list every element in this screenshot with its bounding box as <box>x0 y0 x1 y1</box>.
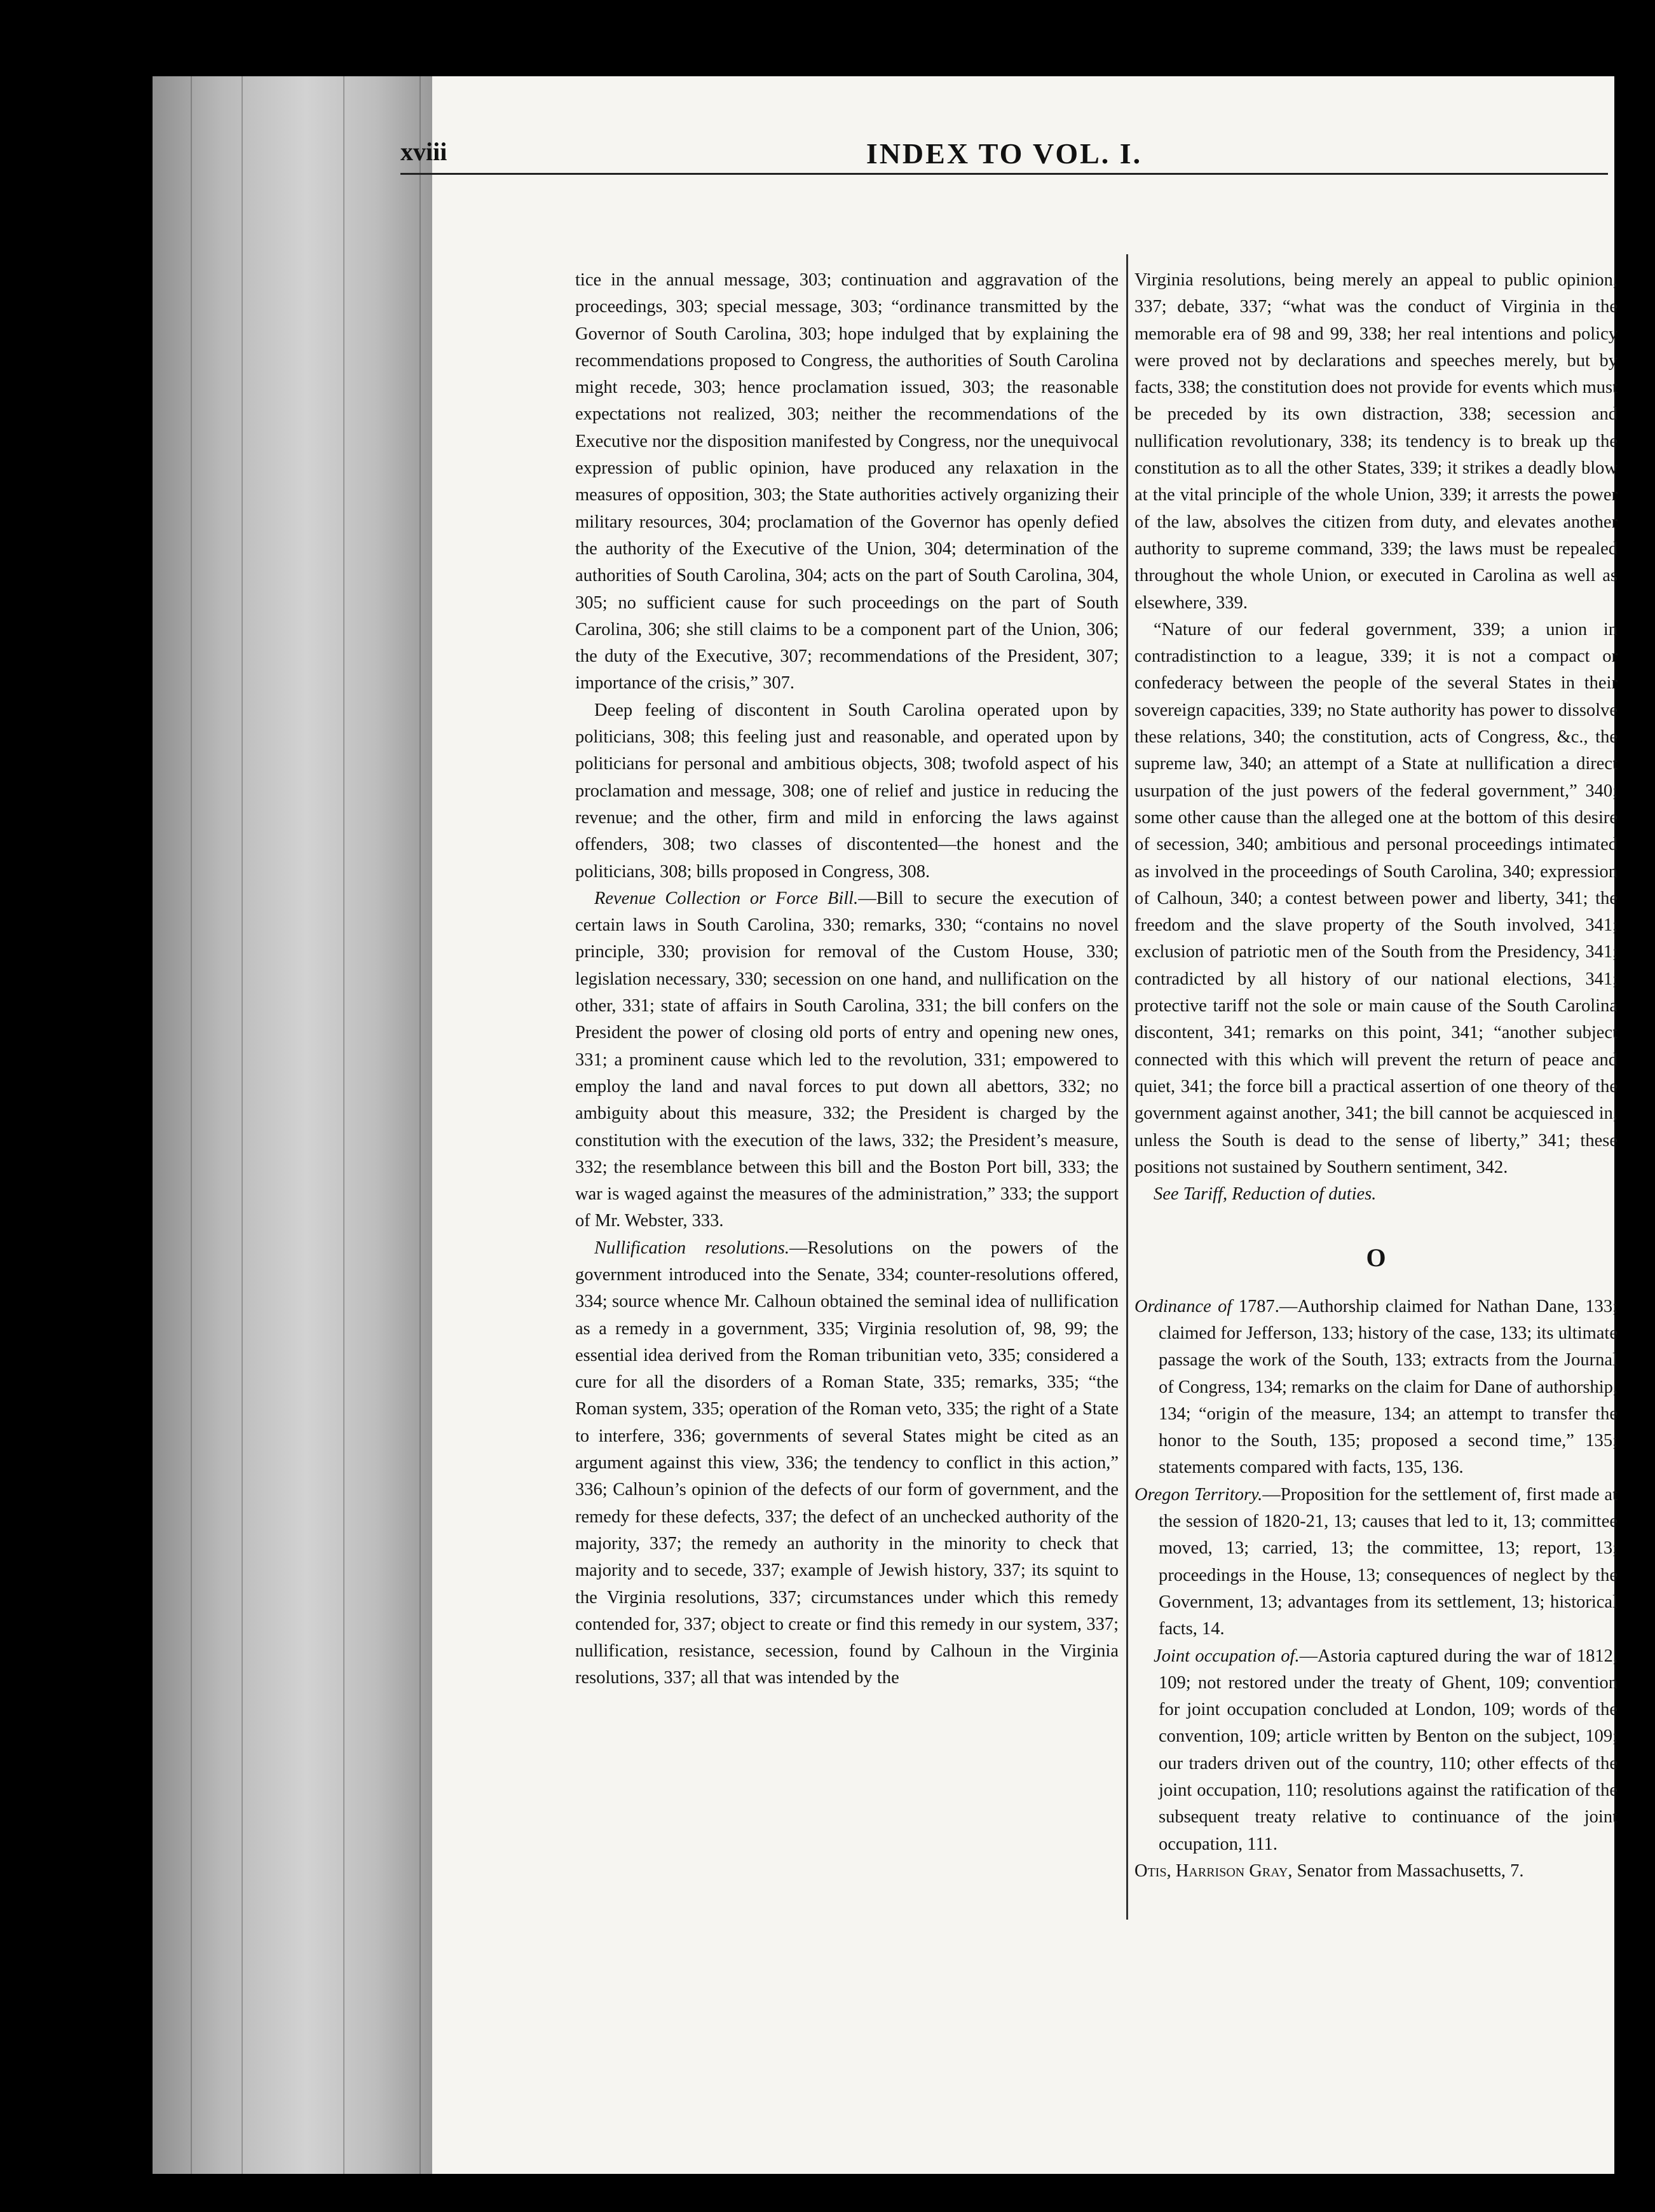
entry-text: —Astoria captured during the war of 1812, 109; not restored under the treaty of Ghent, 109; convention for joint occupation concluded at London, 109; words of the convention, 109; article written by Benton on the subject, 109; our traders driven out of the country, 110; other effects of the joint occupation, 110; resolutions against the ratification of the subsequent treaty relative to continuance of the joint occupation, 111. <box>1159 1646 1618 1854</box>
book-page-edges <box>153 76 432 2174</box>
entry-heading: Otis, Harrison Gray <box>1134 1860 1288 1881</box>
entry-text: 1787.—Authorship claimed for Nathan Dane, 133; claimed for Jefferson, 133; history of the case, 133; its ultimate passage the work of the South, 133; extracts from the Journal of Congress, 134; remarks on the claim for Dane of authorship, 134; “origin of the measure, 134; an attempt to transfer the honor to the South, 135; proposed a second time,” 135; statements compared with facts, 135, 136. <box>1159 1296 1618 1478</box>
index-subentry <box>1134 1643 1618 1858</box>
running-title: INDEX TO VOL. I. <box>866 137 1143 170</box>
entry-text: —Proposition for the settlement of, first made at the session of 1820-21, 13; causes that led to it, 13; committee moved, 13; carried, 13; the committee, 13; report, 13; proceedings in the House, 13; consequences of neglect by the Government, 13; advantages from its settlement, 13; historical facts, 14. <box>1159 1484 1618 1639</box>
entry-text: —Bill to secure the execution of certain laws in South Carolina, 330; remarks, 330; “contains no novel principle, 330; provision for removal of the Custom House, 330; legislation necessary, 330; secession on one hand, and nullification on the other, 331; state of affairs in South Carolina, 331; the bill confers on the President the power of closing old ports of entry and opening new ones, 331; a prominent cause which led to the revolution, 331; empowered to employ the land and naval forces to put down all abettors, 332; no ambiguity about this measure, 332; the President is charged by the constitution with the execution of the laws, 332; the President’s measure, 332; the resemblance between this bill and the Boston Port bill, 333; the war is waged against the measures of the administration,” 333; the support of Mr. Webster, 333. <box>575 888 1119 1231</box>
left-column <box>575 267 1119 1692</box>
entry-heading: Oregon Territory. <box>1134 1484 1263 1505</box>
entry-heading: Ordinance of <box>1134 1296 1232 1316</box>
page-edge-line <box>419 76 421 2174</box>
entry-heading: Revenue Collection or Force Bill. <box>594 888 859 908</box>
index-entry <box>575 1235 1119 1692</box>
right-column <box>1134 267 1618 1885</box>
see-reference: See Tariff, Reduction of duties. <box>1154 1184 1377 1205</box>
header-rule <box>400 173 1608 175</box>
index-entry-text: Deep feeling of discontent in South Carolina operated upon by politicians, 308; this feeling just and reasonable, and operated upon by politicians for personal and ambitious objects, 308; twofold aspect of his proclamation and message, 308; one of relief and justice in reducing the revenue; and the other, firm and mild in enforcing the laws against offenders, 308; two classes of discontented—the honest and the politicians, 308; bills proposed in Congress, 308. <box>575 700 1119 882</box>
index-entry <box>1134 1858 1618 1885</box>
running-header <box>400 137 1608 175</box>
index-entry <box>575 885 1119 1235</box>
column-divider <box>1126 254 1128 1920</box>
entry-text: —Resolutions on the powers of the government introduced into the Senate, 334; counter-resolutions offered, 334; source whence Mr. Calhoun obtained the seminal idea of nullification as a remedy in a government, 335; Virginia resolution of, 98, 99; the essential idea derived from the Roman tribunitian veto, 335; considered a cure for all the disorders of a Roman State, 335; remarks, 335; “the Roman system, 335; operation of the Roman veto, 335; the right of a State to interfere, 336; governments of several States might be cited as an argument against this view, 336; the tendency to conflict in this action,” 336; Calhoun’s opinion of the defects of our form of government, and the remedy for these defects, 337; the defect of an unchecked authority of the majority, 337; the remedy an authority in the minority to check that majority and to secede, 337; example of Jewish history, 337; its squint to the Virginia resolutions, 337; circumstances under which this remedy contended for, 337; object to create or find this remedy in our system, 337; nullification, resistance, secession, found by Calhoun in the Virginia resolutions, 337; all that was intended by the <box>575 1238 1119 1688</box>
page-edge-line <box>191 76 192 2174</box>
index-entry-text: Virginia resolutions, being merely an appeal to public opinion, 337; debate, 337; “what was the conduct of Virginia in the memorable era of 98 and 99, 338; her real intentions and policy were proved not by declarations and speeches merely, but by facts, 338; the constitution does not provide for events which must be preceded by its own distraction, 338; secession and nullification revolutionary, 338; its tendency is to break up the constitution as to all the other States, 339; it strikes a deadly blow at the vital principle of the whole Union, 339; it arrests the power of the law, absolves the citizen from duty, and elevates another authority to supreme command, 339; the laws must be repealed throughout the whole Union, or executed in Carolina as well as elsewhere, 339. <box>1134 270 1618 613</box>
section-letter: O <box>1366 1243 1386 1273</box>
index-entry <box>1134 1482 1618 1643</box>
page-edge-line <box>343 76 344 2174</box>
page-edge-line <box>242 76 243 2174</box>
index-entry <box>1134 1294 1618 1482</box>
index-entry-text: “Nature of our federal government, 339; a union in contradistinction to a league, 339; it is not a compact or confederacy between the people of the several States in their sovereign capacities, 339; no State authority has power to dissolve these relations, 340; the constitution, acts of Congress, &c., the supreme law, 340; an attempt of a State at nullification a direct usurpation of the just powers of the federal government,” 340; some other cause than the alleged one at the bottom of this desire of secession, 340; ambitious and personal proceedings intimated as involved in the proceedings of South Carolina, 340; expression of Calhoun, 340; a contest between power and liberty, 341; the freedom and the slave property of the South involved, 341; exclusion of patriotic men of the South from the Presidency, 341; contradicted by all history of our national elections, 341; protective tariff not the sole or main cause of the South Carolina discontent, 341; remarks on this point, 341; “another subject connected with this which will prevent the return of peace and quiet, 341; the force bill a practical assertion of one theory of the government against another, 341; the bill cannot be acquiesced in, unless the South is dead to the sense of liberty,” 341; these positions not sustained by Southern sentiment, 342. <box>1134 619 1618 1177</box>
entry-text: , Senator from Massachusetts, 7. <box>1288 1860 1524 1881</box>
index-entry-text: tice in the annual message, 303; continuation and aggravation of the proceedings, 303; special message, 303; “ordinance transmitted by the Governor of South Carolina, 303; hope indulged that by explaining the recommendations proposed to Congress, the authorities of South Carolina might recede, 303; hence proclamation issued, 303; the reasonable expectations not realized, 303; neither the recommendations of the Executive nor the disposition manifested by Congress, nor the unequivocal expression of public opinion, have produced any relaxation in the measures of opposition, 303; the State authorities actively organizing their military resources, 304; proclamation of the Governor has openly defied the authority of the Executive of the Union, 304; determination of the authorities of South Carolina, 304; acts on the part of South Carolina, 304, 305; no sufficient cause for such proceedings on the part of South Carolina, 306; she still claims to be a component part of the Union, 306; the duty of the Executive, 307; recommendations of the President, 307; importance of the crisis,” 307. <box>575 270 1119 693</box>
entry-heading: Joint occupation of. <box>1154 1646 1300 1666</box>
entry-heading: Nullification resolutions. <box>594 1238 789 1258</box>
page-number: xviii <box>400 137 447 166</box>
